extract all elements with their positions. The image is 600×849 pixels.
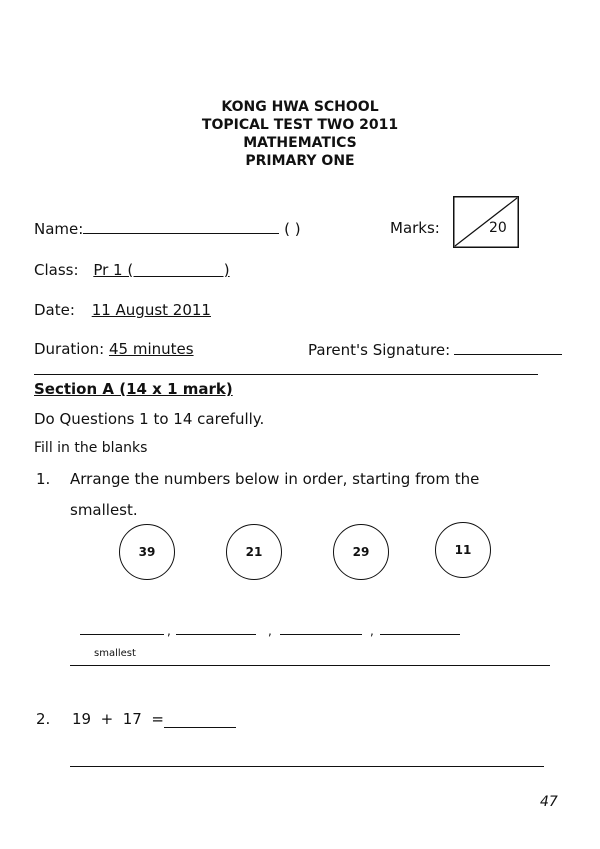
marks-box[interactable] [453, 196, 519, 248]
q1-divider [70, 665, 550, 666]
circle-number: 39 [138, 545, 156, 559]
school-name: KONG HWA SCHOOL [221, 99, 379, 115]
circle-number: 11 [454, 543, 472, 557]
class-label: Class: [34, 261, 79, 279]
instruction-2: Fill in the blanks [34, 440, 148, 456]
marks-label: Marks: [390, 219, 440, 237]
duration-value: 45 minutes [108, 340, 194, 358]
signature-row [308, 340, 562, 359]
name-label: Name: [34, 220, 84, 238]
class-value[interactable]: Pr 1 ( ) [93, 261, 230, 279]
answer-blank-2[interactable] [176, 634, 256, 635]
q1-number: 1. [36, 470, 51, 488]
q2-answer-blank[interactable] [164, 727, 236, 728]
q1-text-line1: Arrange the numbers below in order, starting from the [70, 470, 480, 488]
number-circle-2 [226, 524, 282, 580]
test-title: TOPICAL TEST TWO 2011 [201, 117, 399, 133]
q2-expression: 19 + 17 = [72, 710, 164, 728]
divider [34, 374, 538, 375]
answer-blank-4[interactable] [380, 634, 460, 635]
circle-number: 21 [245, 545, 263, 559]
class-row [34, 261, 230, 279]
signature-label: Parent's Signature: [308, 341, 451, 359]
number-circle-4 [435, 522, 491, 578]
signature-blank[interactable] [454, 340, 562, 355]
name-row [34, 219, 301, 238]
subject-title: MATHEMATICS [243, 135, 357, 151]
comma: , [268, 624, 272, 638]
answer-blank-1[interactable] [80, 634, 164, 635]
page-number: 47 [540, 794, 558, 810]
date-value: 11 August 2011 [91, 301, 211, 319]
comma: , [167, 624, 171, 638]
number-circle-3 [333, 524, 389, 580]
answer-blank-3[interactable] [280, 634, 362, 635]
duration-label: Duration: [34, 340, 105, 358]
q1-text-line2: smallest. [70, 501, 138, 519]
marks-box-outline [453, 196, 519, 248]
q2-number: 2. [36, 710, 51, 728]
q2-divider [70, 766, 544, 767]
section-title: Section A (14 x 1 mark) [34, 380, 233, 398]
circle-number: 29 [352, 545, 370, 559]
number-circle-1 [119, 524, 175, 580]
instruction-1: Do Questions 1 to 14 carefully. [34, 410, 265, 428]
index-paren: ( ) [284, 220, 301, 238]
level-title: PRIMARY ONE [245, 153, 355, 169]
smallest-label: smallest [94, 648, 136, 659]
name-blank[interactable] [83, 219, 279, 234]
duration-row [34, 340, 194, 358]
marks-total: 20 [489, 220, 507, 236]
date-label: Date: [34, 301, 75, 319]
date-row [34, 301, 211, 319]
comma: , [370, 624, 374, 638]
